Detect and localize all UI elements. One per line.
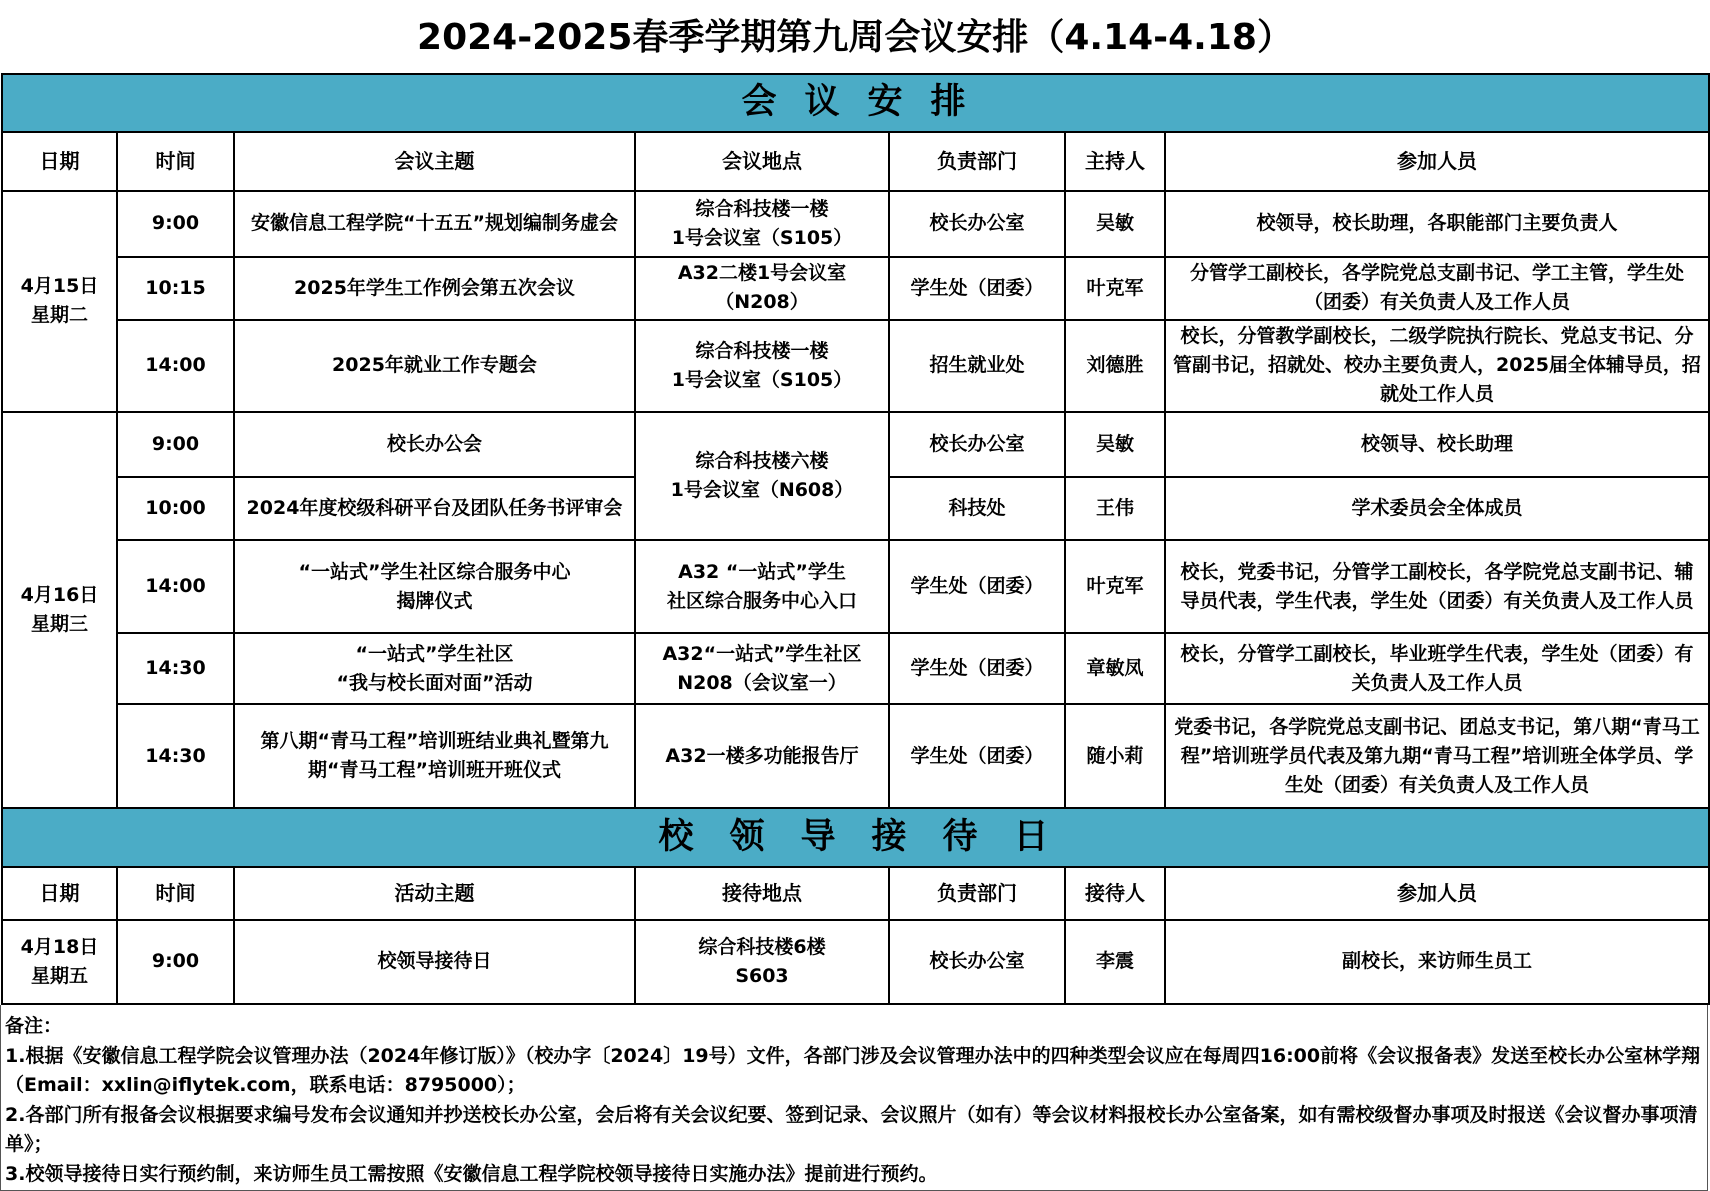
location-cell: 综合科技楼6楼 S603 — [635, 920, 889, 1004]
location-cell: 综合科技楼一楼 1号会议室（S105） — [635, 320, 889, 412]
table-row — [2, 633, 1709, 704]
host-cell: 刘德胜 — [1065, 320, 1165, 412]
date-cell — [2, 412, 117, 808]
attendees-cell: 校长，分管学工副校长，毕业班学生代表，学生处（团委）有关负责人及工作人员 — [1165, 633, 1709, 704]
col-header-time: 时间 — [117, 867, 234, 920]
time-cell: 14:30 — [117, 704, 234, 808]
attendees-cell: 校长，党委书记，分管学工副校长，各学院党总支副书记、辅导员代表，学生代表，学生处（团委）有关负责人及工作人员 — [1165, 540, 1709, 633]
notes-block — [0, 1005, 1708, 1191]
host-cell: 章敏凤 — [1065, 633, 1165, 704]
location-cell: A32二楼1号会议室 （N208） — [635, 257, 889, 320]
time-cell: 9:00 — [117, 920, 234, 1004]
time-cell: 14:00 — [117, 320, 234, 412]
dept-cell: 学生处（团委） — [889, 704, 1065, 808]
topic-cell: 第八期“青马工程”培训班结业典礼暨第九期“青马工程”培训班开班仪式 — [234, 704, 635, 808]
date-label: 4月16日 — [20, 584, 99, 606]
schedule-table — [1, 73, 1710, 1005]
col-header-reception-location: 接待地点 — [635, 867, 889, 920]
host-cell: 叶克军 — [1065, 540, 1165, 633]
location-cell: A32“一站式”学生社区 N208（会议室一） — [635, 633, 889, 704]
topic-cell: 2025年学生工作例会第五次会议 — [234, 257, 635, 320]
table-row — [2, 257, 1709, 320]
table-row — [2, 191, 1709, 257]
dept-cell: 校长办公室 — [889, 920, 1065, 1004]
note-item: 2.各部门所有报备会议根据要求编号发布会议通知并抄送校长办公室，会后将有关会议纪要、签到记录、会议照片（如有）等会议材料报校长办公室备案，如有需校级督办事项及时报送《会议督办事项清单》； — [5, 1103, 1698, 1155]
topic-cell: “一站式”学生社区 “我与校长面对面”活动 — [234, 633, 635, 704]
time-cell: 9:00 — [117, 412, 234, 477]
time-cell: 14:30 — [117, 633, 234, 704]
date-label: 4月15日 — [20, 275, 99, 298]
location-cell: 综合科技楼六楼 1号会议室（N608） — [635, 412, 889, 540]
meetings-header-row — [2, 132, 1709, 191]
attendees-cell: 学术委员会全体成员 — [1165, 477, 1709, 540]
notes-label: 备注： — [5, 1015, 63, 1037]
weekday-label: 星期五 — [30, 964, 88, 987]
col-header-attendees: 参加人员 — [1165, 132, 1709, 191]
col-header-dept: 负责部门 — [889, 132, 1065, 191]
dept-cell: 校长办公室 — [889, 412, 1065, 477]
col-header-activity: 活动主题 — [234, 867, 635, 920]
col-header-attendees: 参加人员 — [1165, 867, 1709, 920]
col-header-location: 会议地点 — [635, 132, 889, 191]
date-label: 4月18日 — [20, 935, 99, 958]
topic-cell: 安徽信息工程学院“十五五”规划编制务虚会 — [234, 191, 635, 257]
time-cell: 10:00 — [117, 477, 234, 540]
time-cell: 9:00 — [117, 191, 234, 257]
topic-cell: 校长办公会 — [234, 412, 635, 477]
host-cell: 随小莉 — [1065, 704, 1165, 808]
dept-cell: 校长办公室 — [889, 191, 1065, 257]
location-cell: A32 “一站式”学生 社区综合服务中心入口 — [635, 540, 889, 633]
attendees-cell: 副校长，来访师生员工 — [1165, 920, 1709, 1004]
topic-cell: 2024年度校级科研平台及团队任务书评审会 — [234, 477, 635, 540]
dept-cell: 科技处 — [889, 477, 1065, 540]
table-row — [2, 412, 1709, 477]
location-cell: A32一楼多功能报告厅 — [635, 704, 889, 808]
attendees-cell: 校长，分管教学副校长，二级学院执行院长、党总支书记、分管副书记，招就处、校办主要负责人，2025届全体辅导员，招就处工作人员 — [1165, 320, 1709, 412]
table-row — [2, 540, 1709, 633]
table-row — [2, 920, 1709, 1004]
host-cell: 吴敏 — [1065, 412, 1165, 477]
note-item: 1.根据《安徽信息工程学院会议管理办法（2024年修订版）》（校办字〔2024〕19号）文件，各部门涉及会议管理办法中的四种类型会议应在每周四16:00前将《会议报备表》发送至校长办公室林学翔（Email：xxlin@iflytek.com，联系电话：8795000）； — [5, 1044, 1701, 1096]
page-title: 2024-2025春季学期第九周会议安排（4.14-4.18） — [417, 17, 1293, 58]
col-header-date: 日期 — [2, 867, 117, 920]
attendees-cell: 校领导、校长助理 — [1165, 412, 1709, 477]
reception-header-row — [2, 867, 1709, 920]
dept-cell: 学生处（团委） — [889, 540, 1065, 633]
host-cell: 李震 — [1065, 920, 1165, 1004]
attendees-cell: 党委书记，各学院党总支副书记、团总支书记，第八期“青马工程”培训班学员代表及第九期“青马工程”培训班全体学员、学生处（团委）有关负责人及工作人员 — [1165, 704, 1709, 808]
date-cell — [2, 920, 117, 1004]
topic-cell: 2025年就业工作专题会 — [234, 320, 635, 412]
host-cell: 吴敏 — [1065, 191, 1165, 257]
meetings-section-heading: 会议安排 — [2, 74, 1709, 132]
note-item: 3.校领导接待日实行预约制，来访师生员工需按照《安徽信息工程学院校领导接待日实施办法》提前进行预约。 — [5, 1162, 938, 1185]
col-header-date: 日期 — [2, 132, 117, 191]
table-row — [2, 320, 1709, 412]
reception-section-heading: 校领导接待日 — [2, 808, 1709, 867]
attendees-cell: 校领导，校长助理，各职能部门主要负责人 — [1165, 191, 1709, 257]
location-cell: 综合科技楼一楼 1号会议室（S105） — [635, 191, 889, 257]
meetings-section-band — [2, 74, 1709, 132]
reception-section-band — [2, 808, 1709, 867]
dept-cell: 招生就业处 — [889, 320, 1065, 412]
host-cell: 王伟 — [1065, 477, 1165, 540]
dept-cell: 学生处（团委） — [889, 633, 1065, 704]
time-cell: 14:00 — [117, 540, 234, 633]
time-cell: 10:15 — [117, 257, 234, 320]
date-cell — [2, 191, 117, 412]
attendees-cell: 分管学工副校长，各学院党总支副书记、学工主管，学生处（团委）有关负责人及工作人员 — [1165, 257, 1709, 320]
topic-cell: “一站式”学生社区综合服务中心 揭牌仪式 — [234, 540, 635, 633]
weekday-label: 星期二 — [30, 304, 88, 327]
col-header-time: 时间 — [117, 132, 234, 191]
weekday-label: 星期三 — [30, 613, 88, 635]
col-header-topic: 会议主题 — [234, 132, 635, 191]
topic-cell: 校领导接待日 — [234, 920, 635, 1004]
col-header-host: 主持人 — [1065, 132, 1165, 191]
col-header-dept: 负责部门 — [889, 867, 1065, 920]
host-cell: 叶克军 — [1065, 257, 1165, 320]
table-row — [2, 704, 1709, 808]
col-header-receiver: 接待人 — [1065, 867, 1165, 920]
dept-cell: 学生处（团委） — [889, 257, 1065, 320]
